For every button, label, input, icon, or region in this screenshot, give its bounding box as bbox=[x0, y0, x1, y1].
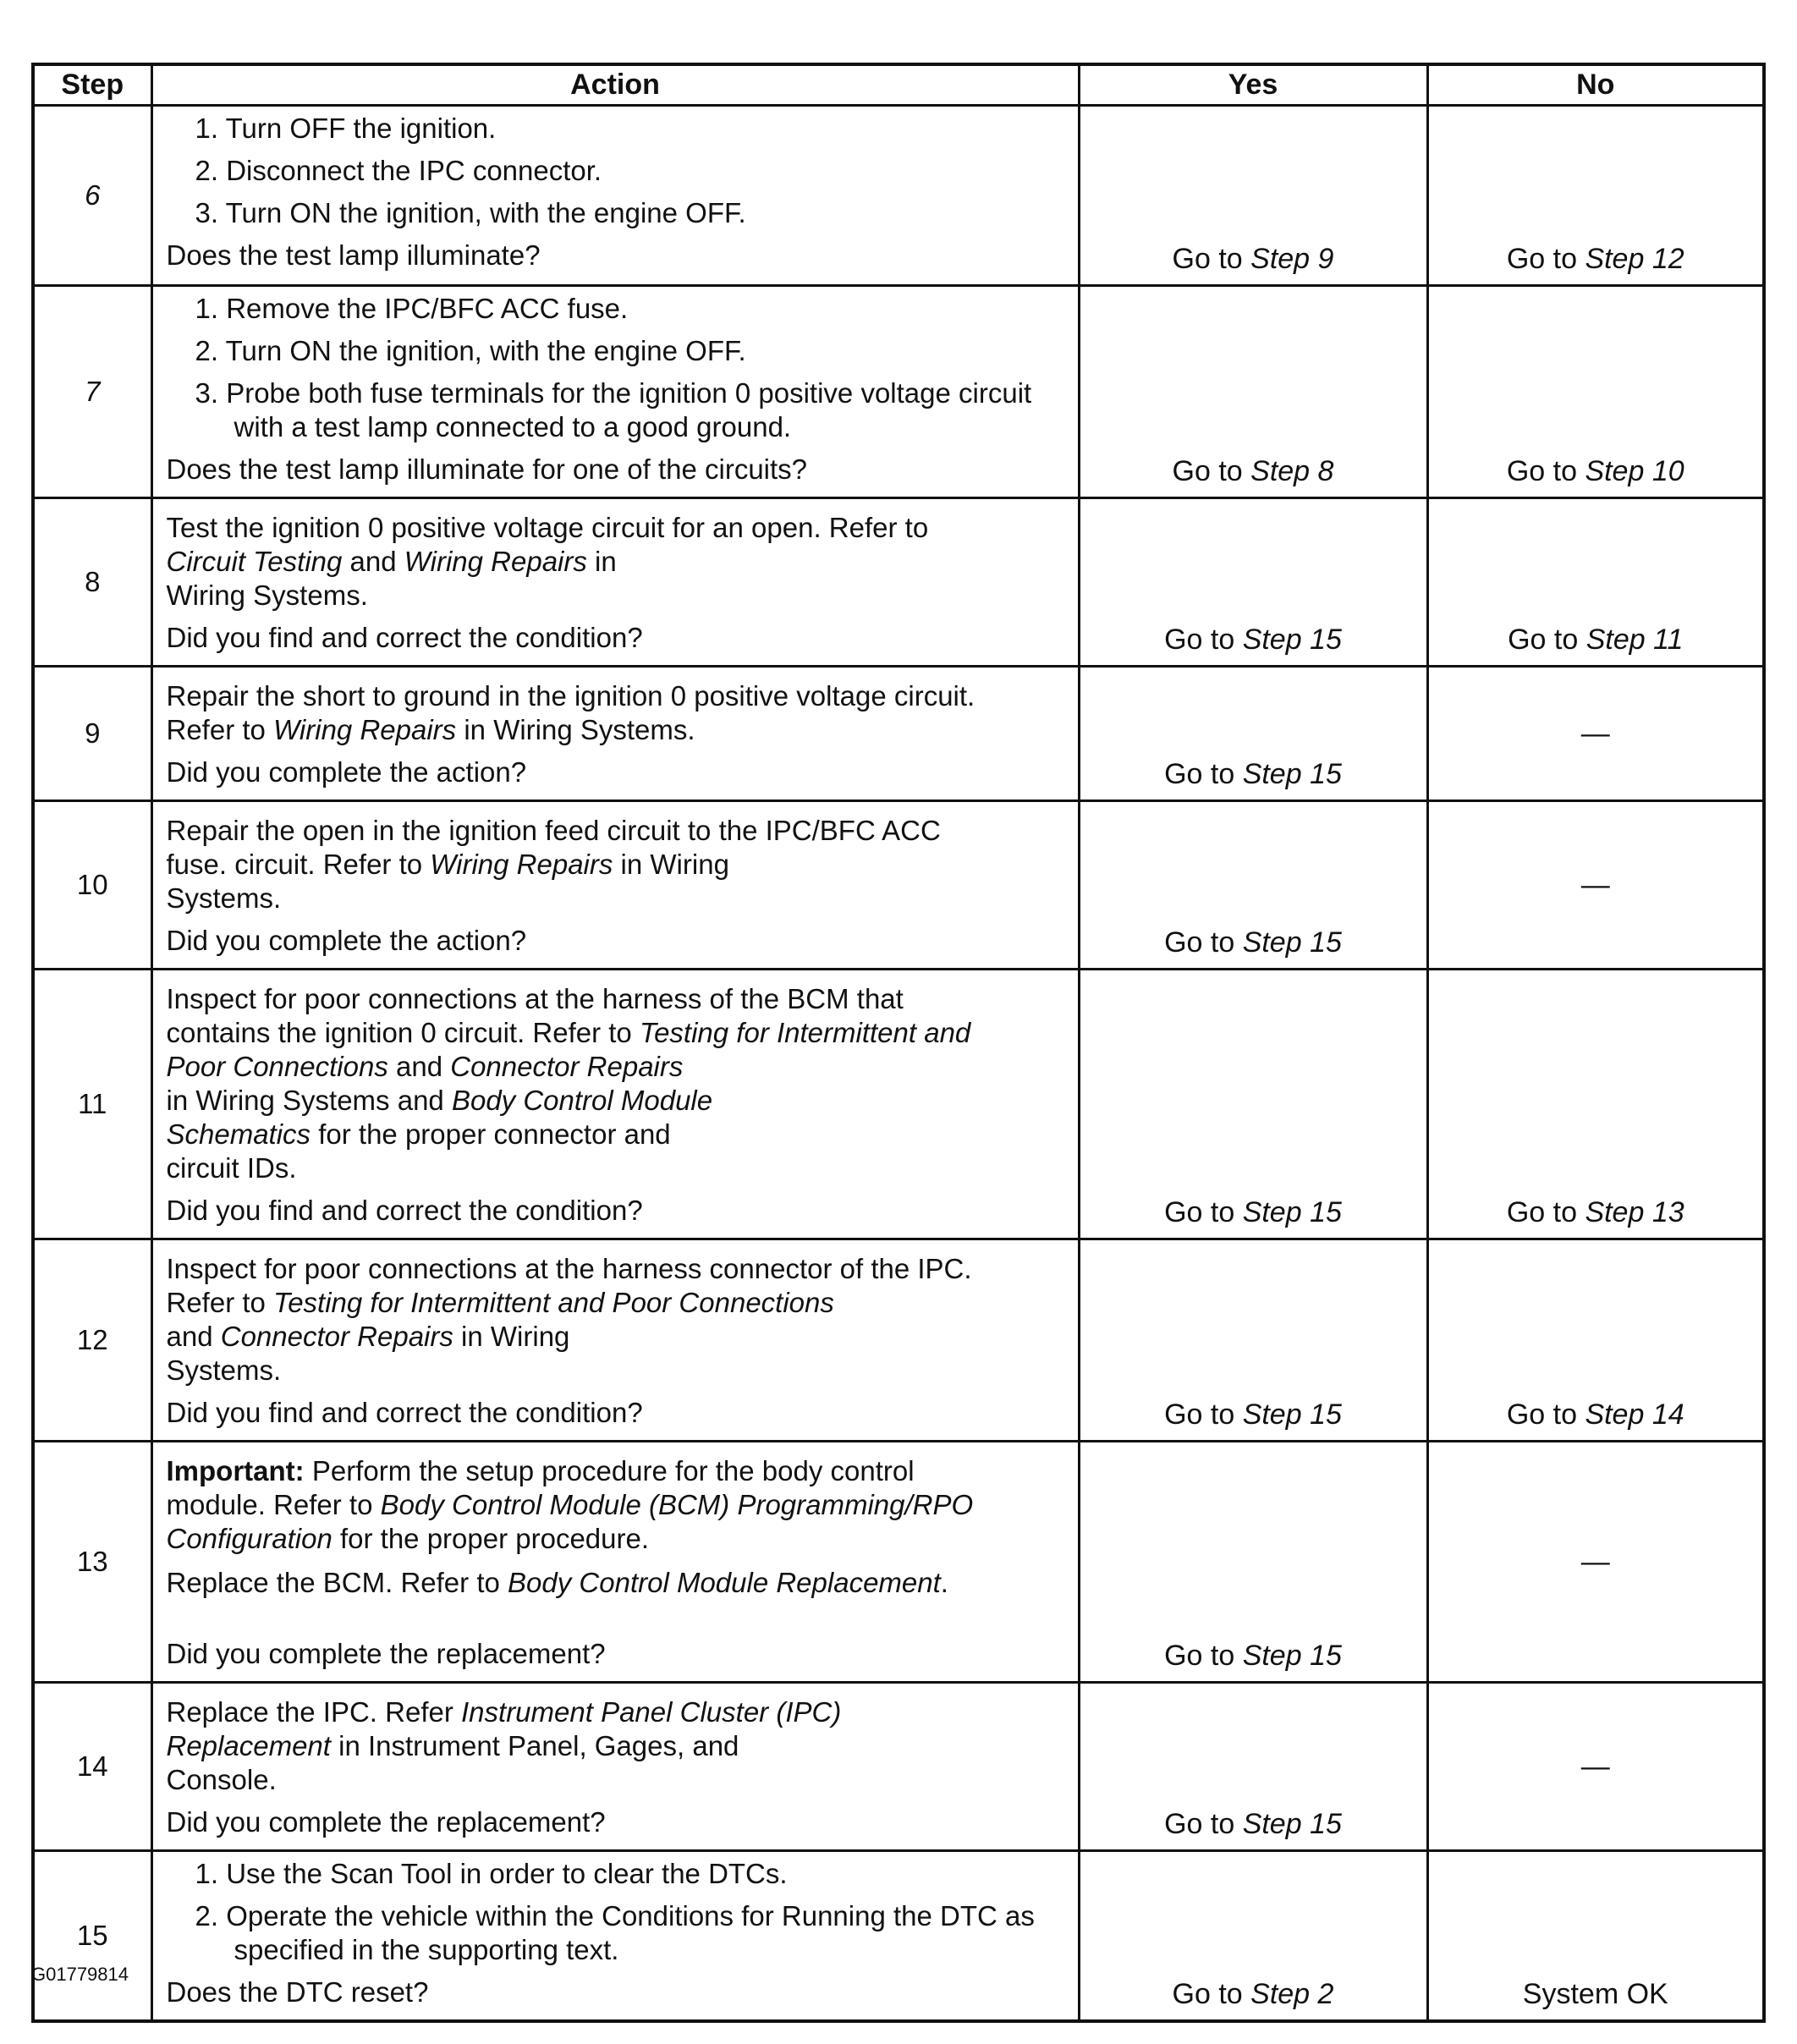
reference-link: Wiring Repairs bbox=[430, 849, 613, 880]
action-text bbox=[167, 1454, 1061, 1556]
yes-text: Go to bbox=[1164, 1398, 1243, 1431]
action-question: Did you find and correct the condition? bbox=[166, 622, 643, 653]
yes-step-link: Step 9 bbox=[1250, 243, 1334, 275]
table-row bbox=[33, 667, 1764, 801]
action-question: Did you complete the action? bbox=[166, 925, 527, 956]
reference-link: Instrument Panel Cluster (IPC) bbox=[461, 1696, 842, 1728]
yes-cell bbox=[1079, 286, 1427, 498]
reference-link: Wiring Repairs bbox=[273, 714, 457, 745]
text-run: and bbox=[342, 546, 404, 577]
table-row bbox=[33, 970, 1764, 1239]
yes-step-link: Step 2 bbox=[1250, 1978, 1334, 2010]
action-list bbox=[167, 112, 1061, 230]
yes-text: Go to bbox=[1164, 758, 1243, 790]
text-run: Systems. bbox=[166, 882, 282, 914]
action-text bbox=[167, 511, 1061, 613]
text-run: for the proper connector and bbox=[310, 1118, 671, 1150]
no-text: Go to bbox=[1506, 1196, 1585, 1228]
action-text bbox=[167, 1252, 1061, 1387]
text-run: Replace the IPC. Refer bbox=[166, 1696, 461, 1728]
header-row bbox=[33, 64, 1764, 106]
text-run: Test the ignition 0 positive voltage circuit for an open. Refer to bbox=[166, 512, 929, 543]
step-number: 15 bbox=[33, 1851, 151, 2022]
table-row bbox=[33, 498, 1764, 667]
no-cell: — bbox=[1427, 801, 1764, 970]
text-run: in Wiring bbox=[613, 849, 729, 880]
text-run: Wiring Systems. bbox=[166, 580, 368, 611]
no-cell bbox=[1427, 106, 1764, 286]
step-number: 10 bbox=[33, 801, 151, 970]
yes-cell bbox=[1079, 1851, 1427, 2022]
action-list bbox=[167, 1857, 1061, 1967]
no-cell: — bbox=[1427, 667, 1764, 801]
yes-cell bbox=[1079, 498, 1427, 667]
action-text bbox=[167, 814, 1061, 915]
action-cell bbox=[151, 1683, 1079, 1851]
no-cell: — bbox=[1427, 1683, 1764, 1851]
step-number: 8 bbox=[33, 498, 151, 667]
text-run: for the proper procedure. bbox=[332, 1523, 650, 1554]
no-cell: — bbox=[1427, 1442, 1764, 1683]
table-row bbox=[33, 1683, 1764, 1851]
table-row bbox=[33, 1239, 1764, 1442]
text-run: Inspect for poor connections at the harness of the BCM that bbox=[166, 983, 904, 1014]
reference-link: Replacement bbox=[166, 1730, 331, 1761]
reference-link: Connector Repairs bbox=[220, 1321, 453, 1352]
text-run: fuse. circuit. Refer to bbox=[166, 849, 431, 880]
text-run: Inspect for poor connections at the harness connector of the IPC. bbox=[166, 1253, 972, 1284]
no-step-link: Step 11 bbox=[1585, 624, 1684, 656]
action-question: Does the DTC reset? bbox=[166, 1976, 429, 2008]
yes-step-link: Step 15 bbox=[1242, 1398, 1342, 1431]
yes-step-link: Step 15 bbox=[1242, 926, 1342, 959]
reference-link: Configuration bbox=[166, 1523, 332, 1554]
list-item: 1. Remove the IPC/BFC ACC fuse. bbox=[195, 293, 629, 324]
text-run: in bbox=[586, 546, 617, 577]
list-item: 3. Turn ON the ignition, with the engine OFF. bbox=[195, 197, 746, 228]
text-run: . bbox=[940, 1567, 948, 1598]
no-cell bbox=[1427, 1239, 1764, 1442]
text-run: Replace the BCM. Refer to bbox=[166, 1567, 508, 1598]
reference-link: Testing for Intermittent and bbox=[639, 1017, 971, 1048]
action-text bbox=[167, 679, 1061, 747]
step-number: 11 bbox=[33, 970, 151, 1239]
table-row bbox=[33, 801, 1764, 970]
header-no: No bbox=[1427, 64, 1764, 106]
yes-text: Go to bbox=[1164, 1196, 1243, 1228]
text-run: and bbox=[166, 1321, 221, 1352]
action-question: Does the test lamp illuminate for one of the circuits? bbox=[166, 453, 808, 485]
action-cell bbox=[151, 801, 1079, 970]
yes-text: Go to bbox=[1164, 1640, 1243, 1672]
list-item: 2. Operate the vehicle within the Conditions for Running the DTC as specified in the supporting text. bbox=[195, 1900, 1035, 1965]
yes-step-link: Step 15 bbox=[1242, 1196, 1342, 1228]
action-cell bbox=[151, 1239, 1079, 1442]
header-yes: Yes bbox=[1079, 64, 1427, 106]
action-cell bbox=[151, 106, 1079, 286]
step-number: 12 bbox=[33, 1239, 151, 1442]
reference-link: Circuit Testing bbox=[166, 546, 343, 577]
action-text bbox=[167, 1695, 1061, 1797]
reference-link: Testing for Intermittent and Poor Connections bbox=[273, 1287, 834, 1318]
reference-link: Body Control Module (BCM) Programming/RPO bbox=[380, 1489, 974, 1520]
no-text: Go to bbox=[1506, 1398, 1585, 1431]
yes-cell bbox=[1079, 1442, 1427, 1683]
step-number: 14 bbox=[33, 1683, 151, 1851]
text-run: Refer to bbox=[166, 1287, 274, 1318]
yes-text: Go to bbox=[1164, 926, 1243, 959]
action-question: Did you find and correct the condition? bbox=[166, 1397, 643, 1428]
no-cell bbox=[1427, 498, 1764, 667]
table-row bbox=[33, 106, 1764, 286]
reference-link: Wiring Repairs bbox=[404, 546, 587, 577]
yes-step-link: Step 15 bbox=[1242, 1808, 1342, 1840]
reference-link: Poor Connections bbox=[166, 1051, 388, 1082]
yes-step-link: Step 8 bbox=[1250, 455, 1334, 487]
list-item: 2. Turn ON the ignition, with the engine OFF. bbox=[195, 335, 746, 366]
action-text bbox=[167, 982, 1061, 1185]
no-cell: System OK bbox=[1427, 1851, 1764, 2022]
no-text: Go to bbox=[1506, 455, 1585, 487]
no-step-link: Step 10 bbox=[1585, 455, 1684, 487]
step-number: 7 bbox=[33, 286, 151, 498]
text-run: in Wiring Systems and bbox=[166, 1085, 452, 1116]
no-step-link: Step 12 bbox=[1585, 243, 1684, 275]
reference-link: Body Control Module Replacement bbox=[508, 1567, 941, 1598]
yes-cell bbox=[1079, 667, 1427, 801]
no-step-link: Step 13 bbox=[1585, 1196, 1684, 1228]
text-run: Console. bbox=[166, 1764, 277, 1795]
text-run: in Wiring bbox=[453, 1321, 570, 1352]
table-row bbox=[33, 1442, 1764, 1683]
reference-link: Schematics bbox=[166, 1118, 311, 1150]
step-number: 6 bbox=[33, 106, 151, 286]
text-run: and bbox=[387, 1051, 451, 1082]
action-text bbox=[167, 1566, 1061, 1600]
no-text: Go to bbox=[1508, 624, 1586, 656]
no-cell bbox=[1427, 970, 1764, 1239]
list-item: 3. Probe both fuse terminals for the ignition 0 positive voltage circuit with a test lamp connected to a good ground. bbox=[195, 377, 1032, 442]
step-number: 9 bbox=[33, 667, 151, 801]
yes-step-link: Step 15 bbox=[1242, 624, 1342, 656]
action-question: Did you complete the replacement? bbox=[166, 1806, 606, 1838]
yes-cell bbox=[1079, 106, 1427, 286]
table-row bbox=[33, 286, 1764, 498]
text-run: circuit IDs. bbox=[166, 1152, 297, 1184]
action-cell bbox=[151, 498, 1079, 667]
action-cell bbox=[151, 286, 1079, 498]
action-list bbox=[167, 292, 1061, 444]
action-cell bbox=[151, 667, 1079, 801]
reference-link: Connector Repairs bbox=[450, 1051, 684, 1082]
text-run: Repair the short to ground in the ignition 0 positive voltage circuit. bbox=[166, 680, 975, 712]
action-question: Did you find and correct the condition? bbox=[166, 1195, 643, 1226]
text-run: contains the ignition 0 circuit. Refer to bbox=[166, 1017, 640, 1048]
yes-step-link: Step 15 bbox=[1242, 758, 1342, 790]
text-run: Perform the setup procedure for the body control bbox=[304, 1455, 915, 1486]
header-step: Step bbox=[33, 64, 151, 106]
yes-cell bbox=[1079, 801, 1427, 970]
text-run: module. Refer to bbox=[166, 1489, 381, 1520]
no-text: Go to bbox=[1506, 243, 1585, 275]
reference-link: Body Control Module bbox=[451, 1085, 713, 1116]
yes-step-link: Step 15 bbox=[1242, 1640, 1342, 1672]
diagnostic-table bbox=[31, 63, 1766, 2023]
figure-id: G01779814 bbox=[31, 1964, 129, 1985]
yes-cell bbox=[1079, 1239, 1427, 1442]
yes-text: Go to bbox=[1172, 1978, 1251, 2010]
text-run: in Wiring Systems. bbox=[456, 714, 695, 745]
list-item: 1. Use the Scan Tool in order to clear the DTCs. bbox=[195, 1858, 788, 1889]
action-cell bbox=[151, 970, 1079, 1239]
important-label: Important: bbox=[166, 1455, 305, 1486]
no-cell bbox=[1427, 286, 1764, 498]
table-row bbox=[33, 1851, 1764, 2022]
yes-cell bbox=[1079, 970, 1427, 1239]
text-run: Systems. bbox=[166, 1354, 282, 1386]
yes-text: Go to bbox=[1172, 243, 1251, 275]
action-question: Did you complete the action? bbox=[166, 756, 527, 788]
list-item: 1. Turn OFF the ignition. bbox=[195, 113, 497, 144]
action-question: Does the test lamp illuminate? bbox=[166, 239, 541, 271]
yes-text: Go to bbox=[1164, 624, 1243, 656]
list-item: 2. Disconnect the IPC connector. bbox=[195, 155, 602, 186]
no-step-link: Step 14 bbox=[1585, 1398, 1684, 1431]
action-question: Did you complete the replacement? bbox=[166, 1638, 606, 1669]
text-run: Repair the open in the ignition feed circuit to the IPC/BFC ACC bbox=[166, 815, 941, 846]
yes-cell bbox=[1079, 1683, 1427, 1851]
action-cell bbox=[151, 1851, 1079, 2022]
yes-text: Go to bbox=[1172, 455, 1251, 487]
header-action: Action bbox=[151, 64, 1079, 106]
step-number: 13 bbox=[33, 1442, 151, 1683]
action-cell bbox=[151, 1442, 1079, 1683]
text-run: in Instrument Panel, Gages, and bbox=[330, 1730, 739, 1761]
text-run: Refer to bbox=[166, 714, 274, 745]
yes-text: Go to bbox=[1164, 1808, 1243, 1840]
